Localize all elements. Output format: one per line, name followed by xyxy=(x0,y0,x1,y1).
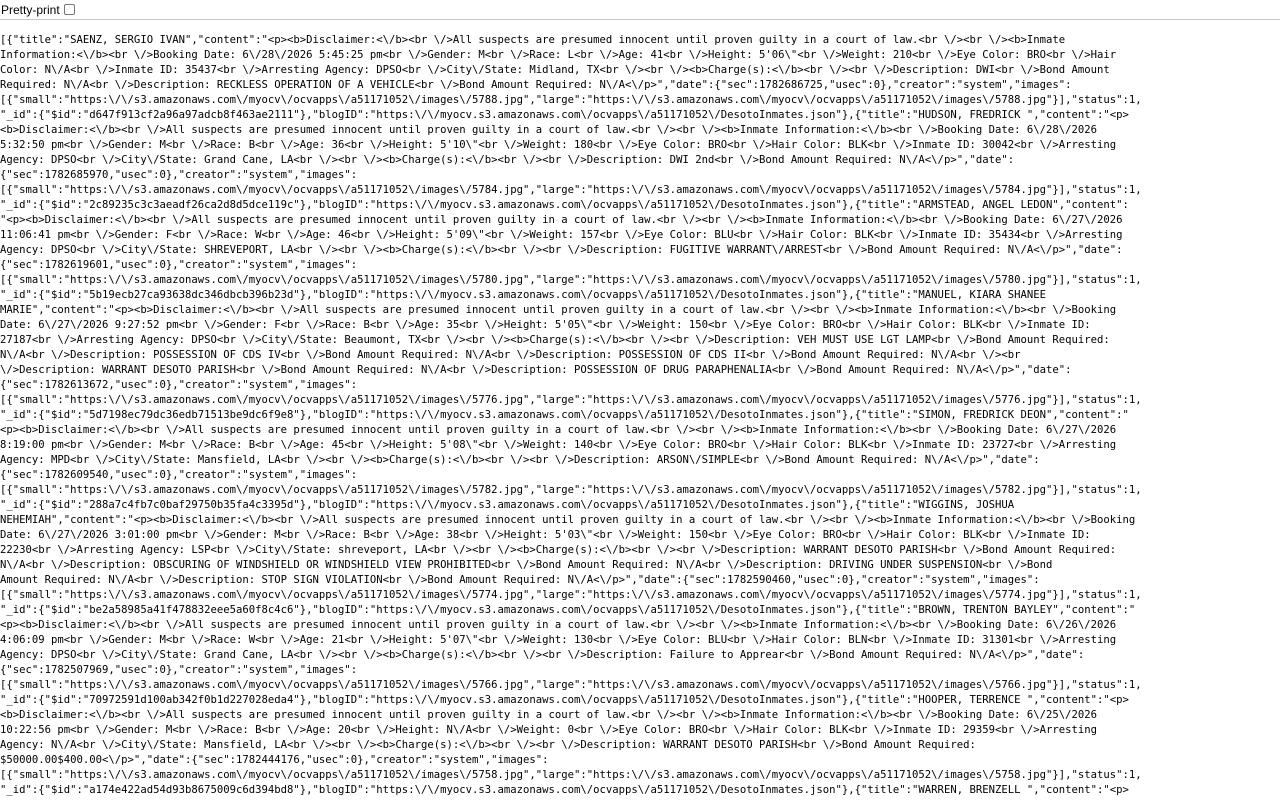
json-text-line: "_id":{"$id":"70972591d100ab342f0b1d227028eda4"},"blogID":"https:\/\/myocv.s3.amazonaws.com\/ocvapps\/a51171052\/DesotoInmates.json"},{"title":"HOOPER, TERRENCE ","content":"<p> xyxy=(0,694,1129,706)
json-text-line: Agency: MPD<br \/>City\/State: Mansfield, LA<br \/><br \/><b>Charge(s):<\/b><br \/><br \/>Description: ARSON\/SIMPLE<br \/>Bond Amount Required: N\/A<\/p>","date": xyxy=(0,454,1040,466)
json-text-line: Amount Required: N\/A<br \/>Description: STOP SIGN VIOLATION<br \/>Bond Amount Required: N\/A<\/p>","date":{"sec":1782590460,"usec":0},"creator":"system","images": xyxy=(0,574,1040,586)
json-text-line: 11:06:41 pm<br \/>Gender: F<br \/>Race: W<br \/>Age: 46<br \/>Height: 5'09\"<br \/>Weight: 157<br \/>Eye Color: BLU<br \/>Hair Color: BLK<br \/>Inmate ID: 35434<br \/>Arresting xyxy=(0,229,1123,241)
json-text-line: <p><b>Disclaimer:<\/b><br \/>All suspects are presumed innocent until proven guilty in a court of law.<br \/><br \/><b>Inmate Information:<\/b><br \/>Booking Date: 6\/26\/2026 xyxy=(0,619,1117,631)
json-text-line: 10:22:56 pm<br \/>Gender: M<br \/>Race: B<br \/>Age: 20<br \/>Height: N\/A<br \/>Weight: 0<br \/>Eye Color: BRO<br \/>Hair Color: BLK<br \/>Inmate ID: 29359<br \/>Arresting xyxy=(0,724,1098,736)
json-text-line: "_id":{"$id":"a174e422ad54d93b8675009c6d394bd8"},"blogID":"https:\/\/myocv.s3.amazonaws.com\/ocvapps\/a51171052\/DesotoInmates.json"},{"title":"WARREN, BRENZELL ","content":"<p> xyxy=(0,784,1129,796)
json-text-line: "_id":{"$id":"d647f913cf2a96a97adcb8f463ae2111"},"blogID":"https:\/\/myocv.s3.amazonaws.com\/ocvapps\/a51171052\/DesotoInmates.json"},{"title":"HUDSON, FREDRICK ","content":"<p> xyxy=(0,109,1129,121)
json-text-line: <b>Disclaimer:<\/b><br \/>All suspects are presumed innocent until proven guilty in a court of law.<br \/><br \/><b>Inmate Information:<\/b><br \/>Booking Date: 6\/25\/2026 xyxy=(0,709,1098,721)
json-text-line: \/>Description: WARRANT DESOTO PARISH<br \/>Bond Amount Required: N\/A<br \/>Description: POSSESSION OF DRUG PARAPHENALIA<br \/>Bond Amount Required: N\/A<\/p>","date": xyxy=(0,364,1072,376)
json-text-line: 27187<br \/>Arresting Agency: DPSO<br \/>City\/State: Beaumont, TX<br \/><br \/><b>Charge(s):<\/b><br \/><br \/>Description: VEH MUST USE LGT LAMP<br \/>Bond Amount Required: xyxy=(0,334,1110,346)
json-text-line: [{"small":"https:\/\/s3.amazonaws.com\/myocv\/ocvapps\/a51171052\/images\/5776.jpg","large":"https:\/\/s3.amazonaws.com\/myocv\/ocvapps\/a51171052\/images\/5776.jpg"}],"status":1, xyxy=(0,394,1142,406)
json-text-line: {"sec":1782613672,"usec":0},"creator":"system","images": xyxy=(0,379,358,391)
json-text-line: "_id":{"$id":"be2a58985a41f478832eee5a60f8c4c6"},"blogID":"https:\/\/myocv.s3.amazonaws.com\/ocvapps\/a51171052\/DesotoInmates.json"},{"title":"BROWN, TRENTON BAYLEY","content":" xyxy=(0,604,1136,616)
json-text-line: "_id":{"$id":"288a7c4fb7c0baf29750b35fa4c3395d"},"blogID":"https:\/\/myocv.s3.amazonaws.com\/ocvapps\/a51171052\/DesotoInmates.json"},{"title":"WIGGINS, JOSHUA xyxy=(0,499,1015,511)
json-text-line: {"sec":1782619601,"usec":0},"creator":"system","images": xyxy=(0,259,358,271)
json-text-line: <p><b>Disclaimer:<\/b><br \/>All suspects are presumed innocent until proven guilty in a court of law.<br \/><br \/><b>Inmate Information:<\/b><br \/>Booking Date: 6\/27\/2026 xyxy=(0,424,1117,436)
json-text-line: {"sec":1782685970,"usec":0},"creator":"system","images": xyxy=(0,169,358,181)
json-text-line: {"sec":1782609540,"usec":0},"creator":"system","images": xyxy=(0,469,358,481)
raw-json-content xyxy=(0,33,1280,800)
json-text-line: "_id":{"$id":"5b19ecb27ca93638dc346dbcb396b23d"},"blogID":"https:\/\/myocv.s3.amazonaws.com\/ocvapps\/a51171052\/DesotoInmates.json"},{"title":"MANUEL, KIARA SHANEE xyxy=(0,289,1046,301)
json-text-line: [{"small":"https:\/\/s3.amazonaws.com\/myocv\/ocvapps\/a51171052\/images\/5766.jpg","large":"https:\/\/s3.amazonaws.com\/myocv\/ocvapps\/a51171052\/images\/5766.jpg"}],"status":1, xyxy=(0,679,1142,691)
json-text-line: Agency: N\/A<br \/>City\/State: Mansfield, LA<br \/><br \/><b>Charge(s):<\/b><br \/><br \/>Description: WARRANT DESOTO PARISH<br \/>Bond Amount Required: xyxy=(0,739,976,751)
json-text-line: Required: N\/A<br \/>Description: RECKLESS OPERATION OF A VEHICLE<br \/>Bond Amount Required: N\/A<\/p>","date":{"sec":1782686725,"usec":0},"creator":"system","images": xyxy=(0,79,1072,91)
json-text-line: {"sec":1782507969,"usec":0},"creator":"system","images": xyxy=(0,664,358,676)
json-text-line: N\/A<br \/>Description: OBSCURING OF WINDSHIELD OR WINDSHIELD VIEW PROHIBITED<br \/>Bond Amount Required: N\/A<br \/>Description: DRIVING UNDER SUSPENSION<br \/>Bond xyxy=(0,559,1053,571)
json-text-line: 4:06:09 pm<br \/>Gender: M<br \/>Race: W<br \/>Age: 21<br \/>Height: 5'07\"<br \/>Weight: 130<br \/>Eye Color: BLU<br \/>Hair Color: BLN<br \/>Inmate ID: 31301<br \/>Arresting xyxy=(0,634,1117,646)
json-text-line: Date: 6\/27\/2026 9:27:52 pm<br \/>Gender: F<br \/>Race: B<br \/>Age: 35<br \/>Height: 5'05\"<br \/>Weight: 150<br \/>Eye Color: BRO<br \/>Hair Color: BLK<br \/>Inmate ID: xyxy=(0,319,1091,331)
json-text-line: [{"small":"https:\/\/s3.amazonaws.com\/myocv\/ocvapps\/a51171052\/images\/5774.jpg","large":"https:\/\/s3.amazonaws.com\/myocv\/ocvapps\/a51171052\/images\/5774.jpg"}],"status":1, xyxy=(0,589,1142,601)
json-text-line: [{"small":"https:\/\/s3.amazonaws.com\/myocv\/ocvapps\/a51171052\/images\/5782.jpg","large":"https:\/\/s3.amazonaws.com\/myocv\/ocvapps\/a51171052\/images\/5782.jpg"}],"status":1, xyxy=(0,484,1142,496)
json-text-line: Agency: DPSO<br \/>City\/State: Grand Cane, LA<br \/><br \/><b>Charge(s):<\/b><br \/><br \/>Description: DWI 2nd<br \/>Bond Amount Required: N\/A<\/p>","date": xyxy=(0,154,1015,166)
json-text-line: [{"small":"https:\/\/s3.amazonaws.com\/myocv\/ocvapps\/a51171052\/images\/5788.jpg","large":"https:\/\/s3.amazonaws.com\/myocv\/ocvapps\/a51171052\/images\/5788.jpg"}],"status":1, xyxy=(0,94,1142,106)
pretty-print-label[interactable]: Pretty-print xyxy=(1,2,60,17)
json-text-line: Information:<\/b><br \/>Booking Date: 6\/28\/2026 5:45:25 pm<br \/>Gender: M<br \/>Race: L<br \/>Age: 41<br \/>Height: 5'06\"<br \/>Weight: 210<br \/>Eye Color: BRO<br \/>Hair xyxy=(0,49,1117,61)
json-text-line: "_id":{"$id":"2c89235c3c3aeadf26ca2d8d5dce119c"},"blogID":"https:\/\/myocv.s3.amazonaws.com\/ocvapps\/a51171052\/DesotoInmates.json"},{"title":"ARMSTEAD, ANGEL LEDON","content": xyxy=(0,199,1129,211)
json-text-line: $50000.00$400.00<\/p>","date":{"sec":1782444176,"usec":0},"creator":"system","images": xyxy=(0,754,549,766)
json-text-line: 22230<br \/>Arresting Agency: LSP<br \/>City\/State: shreveport, LA<br \/><br \/><b>Charge(s):<\/b><br \/><br \/>Description: WARRANT DESOTO PARISH<br \/>Bond Amount Required: xyxy=(0,544,1117,556)
json-text-line: "_id":{"$id":"5d7198ec79dc36edb71513be9dc6f9e8"},"blogID":"https:\/\/myocv.s3.amazonaws.com\/ocvapps\/a51171052\/DesotoInmates.json"},{"title":"SIMON, FREDRICK DEON","content":" xyxy=(0,409,1129,421)
json-text-line: Agency: DPSO<br \/>City\/State: Grand Cane, LA<br \/><br \/><b>Charge(s):<\/b><br \/><br \/>Description: Failure to Apprear<br \/>Bond Amount Required: N\/A<\/p>","date": xyxy=(0,649,1085,661)
json-text-line: N\/A<br \/>Description: POSSESSION OF CDS IV<br \/>Bond Amount Required: N\/A<br \/>Description: POSSESSION OF CDS II<br \/>Bond Amount Required: N\/A<br \/><br xyxy=(0,349,1021,361)
json-text-line: [{"title":"SAENZ, SERGIO IVAN","content":"<p><b>Disclaimer:<\/b><br \/>All suspects are presumed innocent until proven guilty in a court of law.<br \/><br \/><b>Inmate xyxy=(0,34,1066,46)
json-text-line: [{"small":"https:\/\/s3.amazonaws.com\/myocv\/ocvapps\/a51171052\/images\/5758.jpg","large":"https:\/\/s3.amazonaws.com\/myocv\/ocvapps\/a51171052\/images\/5758.jpg"}],"status":1, xyxy=(0,769,1142,781)
json-text-line: NEHEMIAH","content":"<p><b>Disclaimer:<\/b><br \/>All suspects are presumed innocent until proven guilty in a court of law.<br \/><br \/><b>Inmate Information:<\/b><br \/>Booking xyxy=(0,514,1136,526)
pretty-print-checkbox[interactable] xyxy=(64,4,75,15)
json-text-line: "<p><b>Disclaimer:<\/b><br \/>All suspects are presumed innocent until proven guilty in a court of law.<br \/><br \/><b>Inmate Information:<\/b><br \/>Booking Date: 6\/27\/2026 xyxy=(0,214,1123,226)
json-text-line: MARIE","content":"<p><b>Disclaimer:<\/b><br \/>All suspects are presumed innocent until proven guilty in a court of law.<br \/><br \/><b>Inmate Information:<\/b><br \/>Booking xyxy=(0,304,1117,316)
json-text-line: Date: 6\/27\/2026 3:01:00 pm<br \/>Gender: M<br \/>Race: B<br \/>Age: 38<br \/>Height: 5'03\"<br \/>Weight: 150<br \/>Eye Color: BRO<br \/>Hair Color: BLK<br \/>Inmate ID: xyxy=(0,529,1091,541)
pretty-print-bar xyxy=(0,0,1280,20)
json-text-line: 8:19:00 pm<br \/>Gender: M<br \/>Race: B<br \/>Age: 45<br \/>Height: 5'08\"<br \/>Weight: 140<br \/>Eye Color: BRO<br \/>Hair Color: BLK<br \/>Inmate ID: 23727<br \/>Arresting xyxy=(0,439,1117,451)
json-text-line: [{"small":"https:\/\/s3.amazonaws.com\/myocv\/ocvapps\/a51171052\/images\/5780.jpg","large":"https:\/\/s3.amazonaws.com\/myocv\/ocvapps\/a51171052\/images\/5780.jpg"}],"status":1, xyxy=(0,274,1142,286)
json-text-line: [{"small":"https:\/\/s3.amazonaws.com\/myocv\/ocvapps\/a51171052\/images\/5784.jpg","large":"https:\/\/s3.amazonaws.com\/myocv\/ocvapps\/a51171052\/images\/5784.jpg"}],"status":1, xyxy=(0,184,1142,196)
json-text-line: 5:32:50 pm<br \/>Gender: M<br \/>Race: B<br \/>Age: 36<br \/>Height: 5'10\"<br \/>Weight: 180<br \/>Eye Color: BRO<br \/>Hair Color: BLK<br \/>Inmate ID: 30042<br \/>Arresting xyxy=(0,139,1117,151)
json-text-line: <b>Disclaimer:<\/b><br \/>All suspects are presumed innocent until proven guilty in a court of law.<br \/><br \/><b>Inmate Information:<\/b><br \/>Booking Date: 6\/28\/2026 xyxy=(0,124,1098,136)
json-text-line: Agency: DPSO<br \/>City\/State: SHREVEPORT, LA<br \/><br \/><b>Charge(s):<\/b><br \/><br \/>Description: FUGITIVE WARRANT\/ARREST<br \/>Bond Amount Required: N\/A<\/p>","date": xyxy=(0,244,1123,256)
json-text-line: Color: N\/A<br \/>Inmate ID: 35437<br \/>Arresting Agency: DPSO<br \/>City\/State: Midland, TX<br \/><br \/><b>Charge(s):<\/b><br \/><br \/>Description: DWI<br \/>Bond Amount xyxy=(0,64,1110,76)
